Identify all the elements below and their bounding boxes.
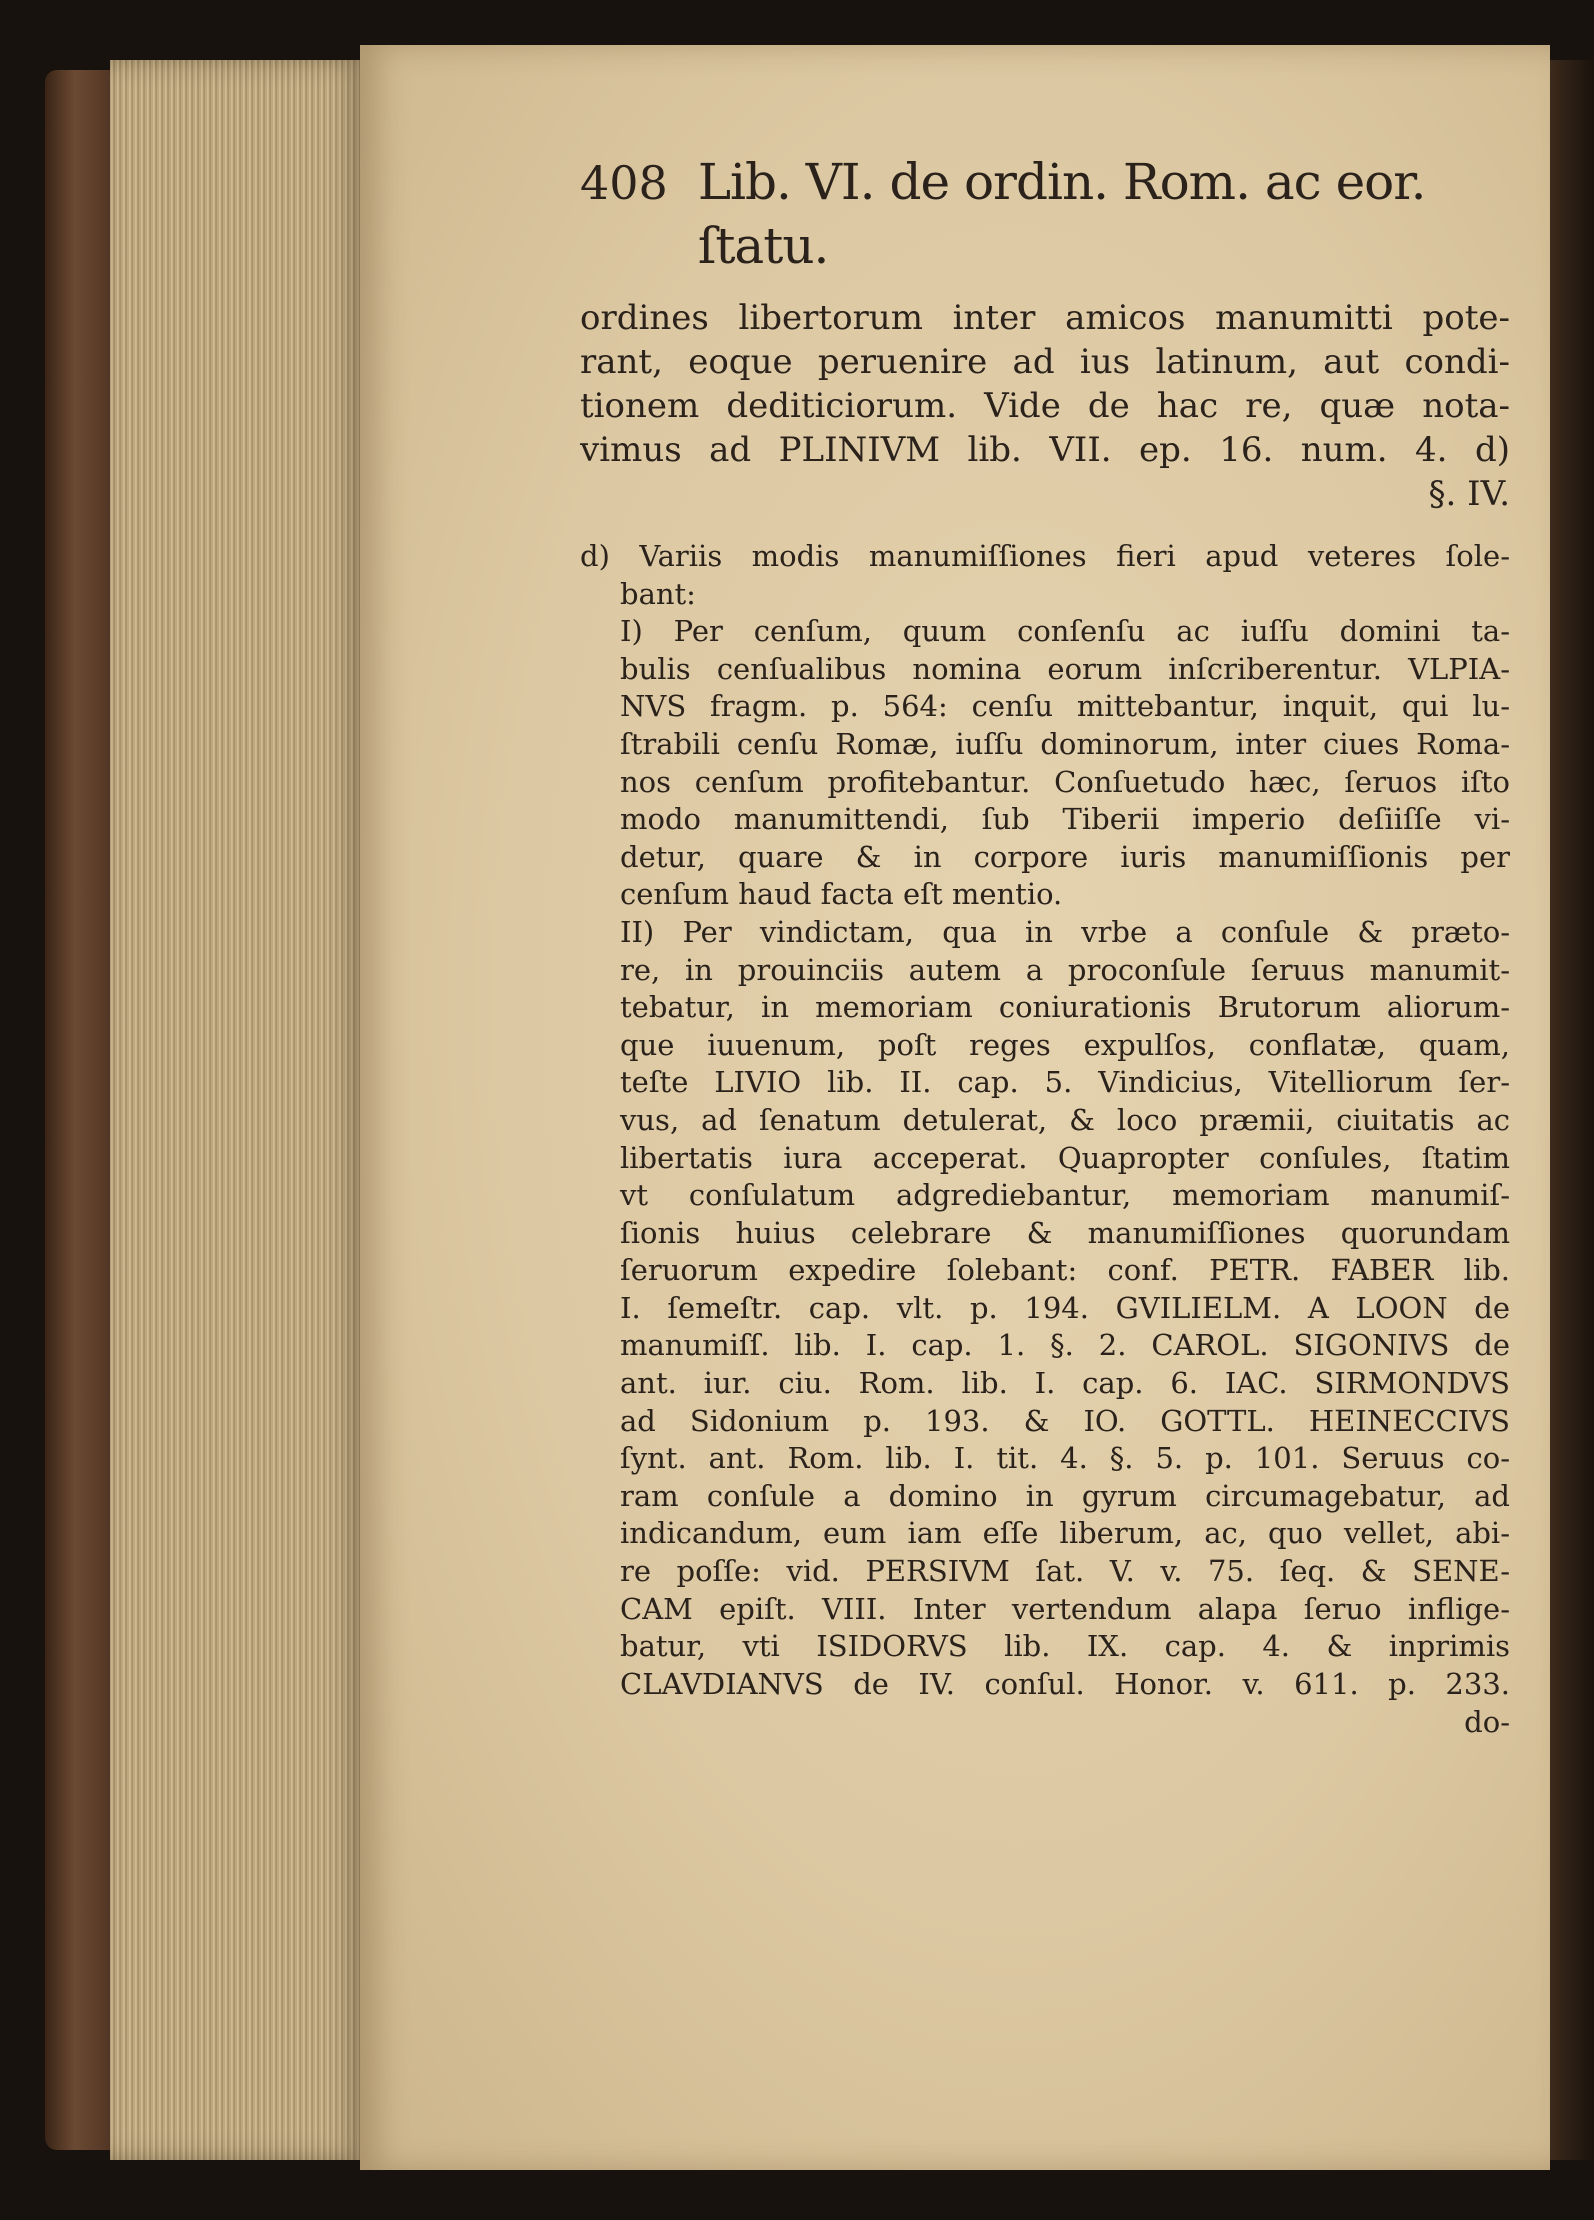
footnote-line: cenſum haud facta eſt mentio.	[620, 877, 1063, 912]
main-text-line: rant, eoque peruenire ad ius latinum, aut condi-	[580, 342, 1510, 382]
footnote	[580, 538, 1510, 1741]
footnote-line: modo manumittendi, ſub Tiberii imperio deſiiſſe vi-	[620, 802, 1510, 837]
footnote-line: CLAVDIANVS de IV. conſul. Honor. v. 611. p. 233.	[620, 1666, 1510, 1701]
footnote-line: CAM epiſt. VIII. Inter vertendum alapa ſeruo inflige-	[620, 1591, 1510, 1626]
footnote-line: II) Per vindictam, qua in vrbe a conſule & præto-	[620, 914, 1510, 949]
book-cover-edge	[45, 70, 120, 2150]
footnote-line: I. ſemeſtr. cap. vlt. p. 194. GVILIELM. A LOON de	[620, 1290, 1510, 1325]
main-text-line: ordines libertorum inter amicos manumitti pote-	[580, 298, 1510, 338]
running-title: Lib. VI. de ordin. Rom. ac eor. ſtatu.	[697, 153, 1426, 275]
footnote-line: ad Sidonium p. 193. & IO. GOTTL. HEINECCIVS	[620, 1403, 1510, 1438]
footnote-line: d) Variis modis manumiſſiones fieri apud veteres ſole-	[580, 539, 1510, 573]
main-text-line: vimus ad PLINIVM lib. VII. ep. 16. num. 4. d)	[580, 430, 1510, 470]
section-mark: §. IV.	[1428, 474, 1510, 514]
footnote-line: ſeruorum expedire ſolebant: conf. PETR. FABER lib.	[620, 1253, 1510, 1288]
footnote-line: tebatur, in memoriam coniurationis Brutorum aliorum-	[620, 990, 1510, 1025]
catchword: do-	[1464, 1705, 1510, 1740]
footnote-line: vt conſulatum adgrediebantur, memoriam manumiſ-	[620, 1178, 1510, 1213]
footnote-line: ant. iur. ciu. Rom. lib. I. cap. 6. IAC. SIRMONDVS	[620, 1366, 1510, 1401]
footnote-line: libertatis iura acceperat. Quapropter conſules, ſtatim	[620, 1140, 1510, 1175]
footnote-line: vus, ad ſenatum detulerat, & loco præmii, ciuitatis ac	[620, 1102, 1510, 1137]
footnote-line: ſionis huius celebrare & manumiſſiones quorundam	[620, 1215, 1510, 1250]
page-header	[580, 150, 1510, 278]
facing-page-edge	[1550, 60, 1594, 2160]
footnote-line: bant:	[620, 576, 696, 611]
page-stack-edge	[110, 60, 365, 2160]
footnote-line: re, in prouinciis autem a proconſule ſeruus manumit-	[620, 952, 1510, 987]
main-text	[580, 296, 1510, 516]
footnote-line: ſtrabili cenſu Romæ, iuſſu dominorum, inter ciues Roma-	[620, 726, 1510, 761]
footnote-line: que iuuenum, poſt reges expulſos, conflatæ, quam,	[620, 1027, 1510, 1062]
footnote-line: manumiſſ. lib. I. cap. 1. §. 2. CAROL. SIGONIVS de	[620, 1328, 1510, 1363]
footnote-line: batur, vti ISIDORVS lib. IX. cap. 4. & inprimis	[620, 1629, 1510, 1664]
page-text	[580, 150, 1510, 1741]
footnote-line: ſynt. ant. Rom. lib. I. tit. 4. §. 5. p. 101. Seruus co-	[620, 1441, 1510, 1476]
footnote-line: detur, quare & in corpore iuris manumiſſionis per	[620, 839, 1510, 874]
footnote-line: teſte LIVIO lib. II. cap. 5. Vindicius, Vitelliorum ſer-	[620, 1065, 1510, 1100]
footnote-line: indicandum, eum iam eſſe liberum, ac, quo vellet, abi-	[620, 1516, 1510, 1551]
footnote-line: I) Per cenſum, quum conſenſu ac iuſſu domini ta-	[620, 614, 1510, 649]
main-text-line: tionem dediticiorum. Vide de hac re, quæ nota-	[580, 386, 1510, 426]
footnote-line: nos cenſum profitebantur. Conſuetudo hæc, ſeruos iſto	[620, 764, 1510, 799]
footnote-line: ram conſule a domino in gyrum circumagebatur, ad	[620, 1478, 1510, 1513]
footnote-line: re poſſe: vid. PERSIVM ſat. V. v. 75. ſeq. & SENE-	[620, 1554, 1510, 1589]
footnote-line: NVS fragm. p. 564: cenſu mittebantur, inquit, qui lu-	[620, 689, 1510, 724]
footnote-line: bulis cenſualibus nomina eorum inſcriberentur. VLPIA-	[620, 651, 1510, 686]
page-number: 408	[580, 156, 668, 210]
